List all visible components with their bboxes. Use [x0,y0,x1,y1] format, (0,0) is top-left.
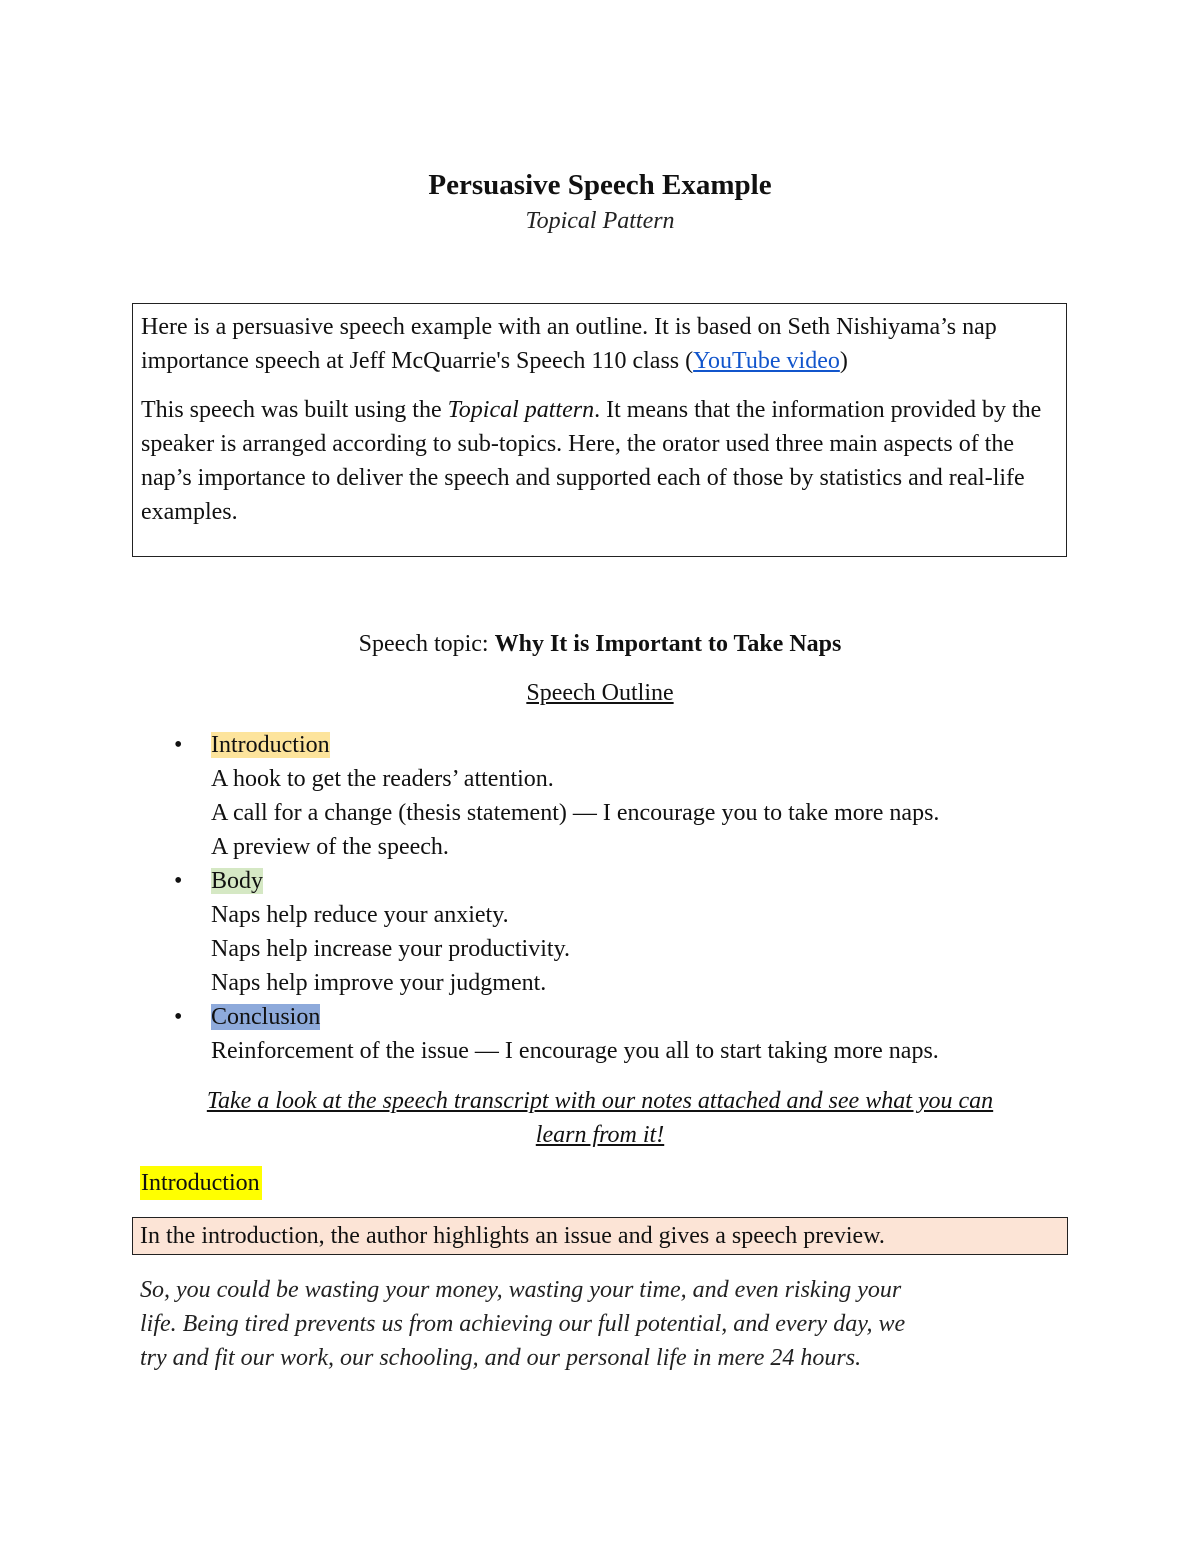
outline-section-body [172,864,1072,1000]
outline-item: A preview of the speech. [211,834,449,860]
outline-heading-introduction: Introduction [211,732,330,758]
info-p1-end: ) [839,348,848,374]
document-title: Persuasive Speech Example [428,169,772,201]
youtube-video-link[interactable]: YouTube video [693,348,840,374]
transcript-callout [140,1084,1060,1152]
info-p2-italic: Topical pattern [447,397,595,423]
outline-item: Reinforcement of the issue — I encourage you all to start taking more naps. [211,1038,939,1064]
outline-section-conclusion [172,1000,1072,1068]
outline-section-introduction [172,728,1072,864]
introduction-note-box: In the introduction, the author highlights an issue and gives a speech preview. [132,1217,1068,1255]
info-p2-before: This speech was built using the [141,397,448,423]
speech-topic-label: Speech topic: [358,631,495,657]
transcript-callout-line-2: learn from it! [535,1122,665,1148]
introduction-heading: Introduction [140,1166,262,1200]
introduction-quote [140,1273,1040,1375]
info-p2-after: . It means that the information provided by the speaker is arranged according to sub-topics. Here, the orator used three main aspects of the nap’s importance to deliver the speech and supported each of those by statistics and real-life examples. [141,397,1042,525]
outline-item: Naps help increase your productivity. [211,936,571,962]
outline-item: Naps help improve your judgment. [211,970,547,996]
outline-item: Naps help reduce your anxiety. [211,902,509,928]
quote-line: try and fit our work, our schooling, and our personal life in mere 24 hours. [140,1345,862,1371]
outline-item: A call for a change (thesis statement) — I encourage you to take more naps. [211,800,940,826]
document-subtitle: Topical Pattern [525,208,675,234]
bullet-icon: • [174,868,183,894]
info-box [132,303,1067,557]
outline-item: A hook to get the readers’ attention. [211,766,554,792]
outline-title: Speech Outline [526,680,674,706]
bullet-icon: • [174,1004,183,1030]
quote-line: life. Being tired prevents us from achieving our full potential, and every day, we [140,1311,906,1337]
speech-topic-value: Why It is Important to Take Naps [494,631,842,657]
bullet-icon: • [174,732,183,758]
info-paragraph-2 [141,393,1066,529]
info-p1-text: Here is a persuasive speech example with an outline. It is based on Seth Nishiyama’s nap importance speech at Jeff McQuarrie's Speech 110 class ( [141,314,997,374]
outline-heading-body: Body [211,868,264,894]
info-paragraph-1 [141,310,1066,378]
speech-outline [172,728,1072,1068]
speech-topic [0,627,1200,661]
transcript-callout-line-1: Take a look at the speech transcript with our notes attached and see what you can [206,1088,994,1114]
outline-heading-conclusion: Conclusion [211,1004,321,1030]
quote-line: So, you could be wasting your money, wasting your time, and even risking your [140,1277,902,1303]
